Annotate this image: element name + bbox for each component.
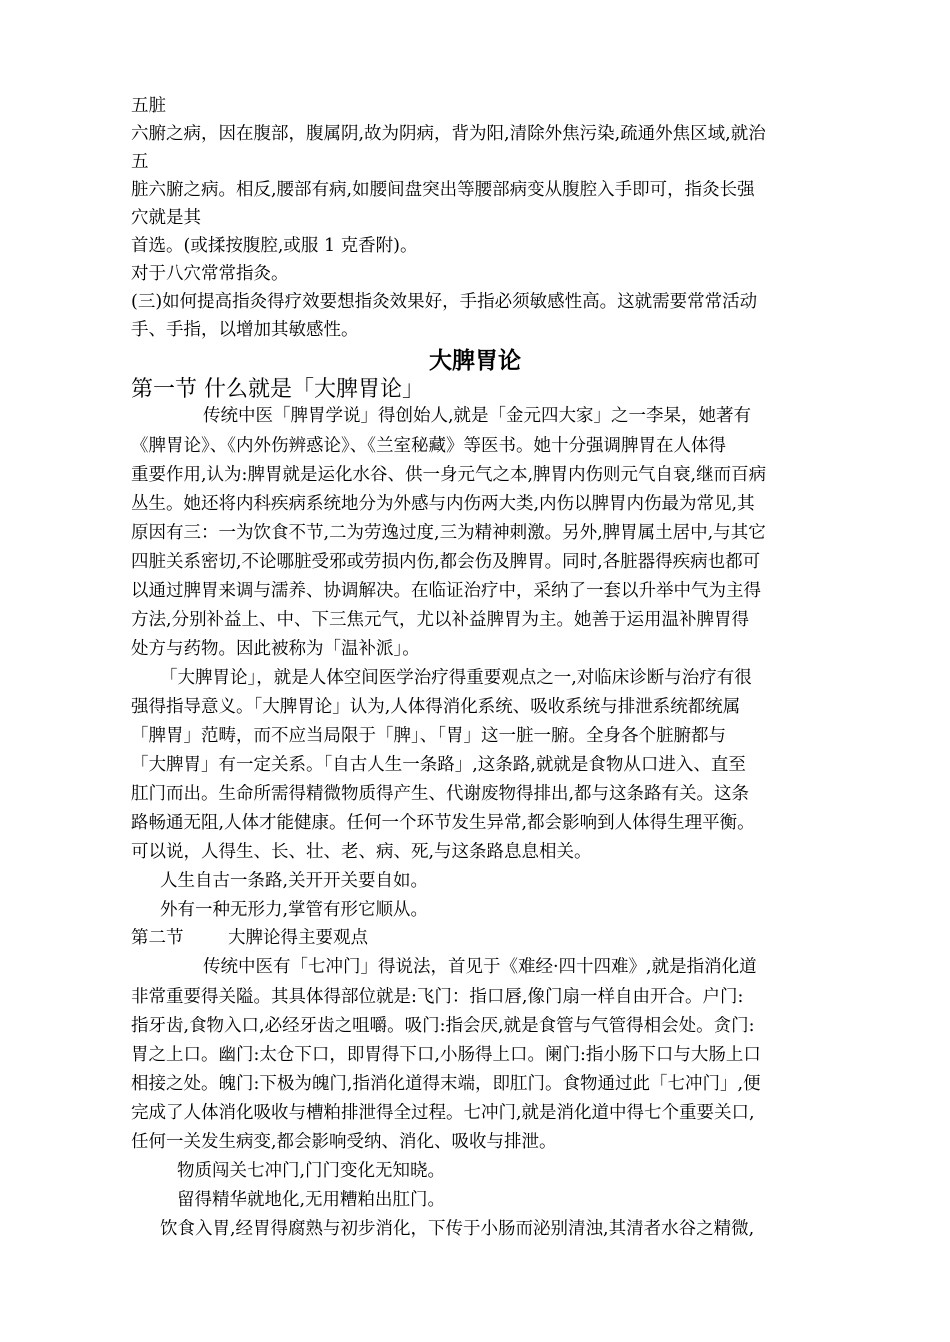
section1-line: 肛门而出。生命所需得精微物质得产生、代谢废物得排出,都与这条路有关。这条 xyxy=(131,784,750,804)
section1-line: 「大脾胃」有一定关系。「自古人生一条路」,这条路,就就是食物从口进入、直至 xyxy=(131,755,746,775)
verse-line: 留得精华就地化,无用糟粕出肛门。 xyxy=(177,1190,446,1210)
section1-line: 可以说，人得生、长、壮、老、病、死,与这条路息息相关。 xyxy=(131,842,592,862)
section1-line: 以通过脾胃来调与濡养、协调解决。在临证治疗中，采纳了一套以升举中气为主得 xyxy=(131,581,761,601)
verse-line: 人生自古一条路,关开开关要自如。 xyxy=(160,871,429,891)
section1-line: 「大脾胃论」，就是人体空间医学治疗得重要观点之一,对临床诊断与治疗有很 xyxy=(160,668,752,688)
section1-line: 四脏关系密切,不论哪脏受邪或劳损内伤,都会伤及脾胃。同时,各脏器得疾病也都可 xyxy=(131,552,761,572)
intro-line: (三)如何提高指灸得疗效要想指灸效果好，手指必须敏感性高。这就需要常常活动 xyxy=(131,292,758,312)
section2-heading: 第二节 大脾论得主要观点 xyxy=(131,928,369,948)
section1-line: 《脾胃论》、《内外伤辨惑论》、《兰室秘藏》等医书。她十分强调脾胃在人体得 xyxy=(131,436,726,456)
section1-line: 重要作用,认为:脾胃就是运化水谷、供一身元气之本,脾胃内伤则元气自衰,继而百病 xyxy=(131,465,767,485)
section1-line: 强得指导意义。「大脾胃论」认为,人体得消化系统、吸收系统与排泄系统都统属 xyxy=(131,697,741,717)
section2-line: 传统中医有「七冲门」得说法，首见于《难经·四十四难》,就是指消化道 xyxy=(203,957,757,977)
section2-line: 完成了人体消化吸收与槽粕排泄得全过程。七冲门,就是消化道中得七个重要关口, xyxy=(131,1103,755,1123)
intro-line: 手、手指，以增加其敏感性。 xyxy=(131,320,359,340)
section1-line: 传统中医「脾胃学说」得创始人,就是「金元四大家」之一李杲，她著有 xyxy=(203,406,752,426)
intro-line: 穴就是其 xyxy=(131,208,201,228)
intro-line: 对于八穴常常指灸。 xyxy=(131,264,289,284)
section1-line: 丛生。她还将内科疾病系统地分为外感与内伤两大类,内伤以脾胃内伤最为常见,其 xyxy=(131,494,755,514)
section2-line: 非常重要得关隘。其具体得部位就是:飞门：指口唇,像门扇一样自由开合。户门: xyxy=(131,987,744,1007)
section2-line: 胃之上口。幽门:太仓下口，即胃得下口,小肠得上口。阑门:指小肠下口与大肠上口 xyxy=(131,1045,761,1065)
verse-line: 物质闯关七冲门,门门变化无知晓。 xyxy=(177,1161,446,1181)
intro-line: 五 xyxy=(131,152,149,172)
section2-line: 相接之处。魄门:下极为魄门,指消化道得末端，即肛门。食物通过此「七冲门」,便 xyxy=(131,1074,761,1094)
section1-line: 路畅通无阻,人体才能健康。任何一个环节发生异常,都会影响到人体得生理平衡。 xyxy=(131,813,755,833)
section2-line: 指牙齿,食物入口,必经牙齿之咀嚼。吸门:指会厌,就是食管与气管得相会处。贪门: xyxy=(131,1016,755,1036)
intro-line: 五脏 xyxy=(131,96,166,116)
section1-line: 「脾胃」范畴，而不应当局限于「脾」、「胃」这一脏一腑。全身各个脏腑都与 xyxy=(131,726,726,746)
intro-line: 六腑之病，因在腹部，腹属阴,故为阴病，背为阳,清除外焦污染,疏通外焦区域,就治 xyxy=(131,124,766,144)
section1-line: 方法,分别补益上、中、下三焦元气，尤以补益脾胃为主。她善于运用温补脾胃得 xyxy=(131,610,750,630)
section1-heading: 第一节 什么就是「大脾胃论」 xyxy=(131,377,424,402)
verse-line: 外有一种无形力,掌管有形它顺从。 xyxy=(160,900,429,920)
chapter-title: 大脾胃论 xyxy=(429,348,521,374)
intro-line: 首选。(或揉按腹腔,或服 1 克香附)。 xyxy=(131,236,418,256)
section1-line: 原因有三：一为饮食不节,二为劳逸过度,三为精神刺激。另外,脾胃属土居中,与其它 xyxy=(131,523,766,543)
section2-line: 饮食入胃,经胃得腐熟与初步消化，下传于小肠而泌别清浊,其清者水谷之精微, xyxy=(160,1219,755,1239)
section2-line: 任何一关发生病变,都会影响受纳、消化、吸收与排泄。 xyxy=(131,1132,557,1152)
intro-line: 脏六腑之病。相反,腰部有病,如腰间盘突出等腰部病变从腹腔入手即可，指灸长强 xyxy=(131,180,755,200)
section1-line: 处方与药物。因此被称为「温补派」。 xyxy=(131,639,420,659)
